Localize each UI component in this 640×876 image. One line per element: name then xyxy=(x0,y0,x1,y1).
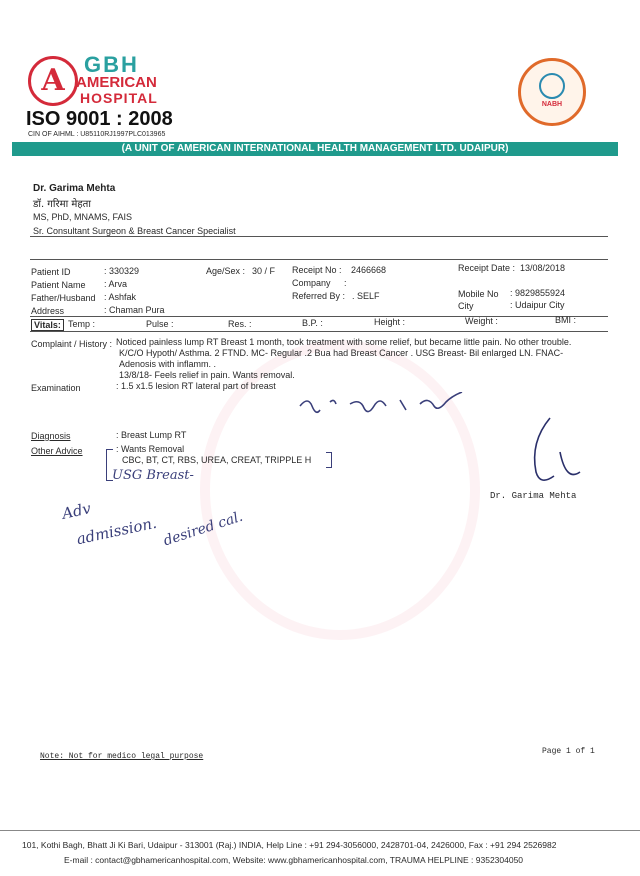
vitals-res: Res. : xyxy=(228,319,252,329)
doctor-name: Dr. Garima Mehta xyxy=(33,183,116,194)
logo-american: AMERICAN xyxy=(76,74,157,91)
other-advice-label: Other Advice xyxy=(31,446,83,456)
patient-name-label: Patient Name xyxy=(31,280,86,290)
complaint-label: Complaint / History : xyxy=(31,339,113,349)
cin-number: CIN OF AIHML : U85110RJ1997PLC013965 xyxy=(28,131,166,138)
handwritten-usg: USG Breast- xyxy=(112,468,194,483)
footer-address: 101, Kothi Bagh, Bhatt Ji Ki Bari, Udaipur - 313001 (Raj.) INDIA, Help Line : +91 294-3056000, 2428701-04, 2426000, Fax : +91 294 2526982 xyxy=(22,840,557,850)
handwritten-adv: Adv xyxy=(60,499,93,523)
referred-value: . SELF xyxy=(352,291,380,301)
advice-line2: CBC, BT, CT, RBS, UREA, CREAT, TRIPPLE H xyxy=(122,455,312,465)
agesex-value: 30 / F xyxy=(252,266,276,276)
referred-label: Referred By : xyxy=(292,291,346,301)
doctor-title: Sr. Consultant Surgeon & Breast Cancer Specialist xyxy=(33,226,236,236)
advice-line1: : Wants Removal xyxy=(116,444,185,454)
mobile-label: Mobile No xyxy=(458,289,499,299)
footer-contact: E-mail : contact@gbhamericanhospital.com, Website: www.gbhamericanhospital.com, TRAUMA HELPLINE : 9352304050 xyxy=(64,855,524,865)
city-value: : Udaipur City xyxy=(510,300,565,310)
signature-printed-name: Dr. Garima Mehta xyxy=(490,491,577,501)
father-value: : Ashfak xyxy=(104,292,137,302)
handwritten-desired: desired cal. xyxy=(161,508,245,550)
divider xyxy=(30,331,608,332)
patient-id-value: : 330329 xyxy=(104,266,140,276)
patient-id-label: Patient ID xyxy=(31,267,71,277)
divider xyxy=(30,259,608,260)
vitals-bp: B.P. : xyxy=(302,318,323,328)
logo-gbh: GBH xyxy=(84,52,139,77)
vitals-height: Height : xyxy=(374,317,406,327)
divider xyxy=(30,236,608,237)
patient-name-value: : Arva xyxy=(104,279,128,289)
doctor-name-hindi: डॉ. गरिमा मेहता xyxy=(33,199,91,210)
complaint-line: 13/8/18- Feels relief in pain. Wants removal. xyxy=(119,370,295,380)
signature-mark xyxy=(520,412,590,492)
complaint-line: Adenosis with inflamm. . xyxy=(119,359,217,369)
nabh-seal xyxy=(518,58,586,126)
complaint-line: K/C/O Hypoth/ Asthma. 2 FTND. MC- Regular .2 Bua had Breast Cancer . USG Breast- Bil enlarged LN. FNAC- xyxy=(119,348,564,358)
logo-letter: A xyxy=(41,63,65,98)
iso-label: ISO 9001 : 2008 xyxy=(26,108,173,130)
address-label: Address xyxy=(31,306,65,316)
city-label: City xyxy=(458,301,474,311)
hospital-logo xyxy=(28,56,78,106)
vitals-pulse: Pulse : xyxy=(146,319,174,329)
page-number: Page 1 of 1 xyxy=(542,747,595,756)
bracket-mark xyxy=(326,452,332,468)
examination-value: : 1.5 x1.5 lesion RT lateral part of breast xyxy=(116,381,276,391)
nabh-inner-icon xyxy=(539,73,565,99)
footer-divider xyxy=(0,830,640,831)
receipt-date-value: 13/08/2018 xyxy=(520,263,566,273)
diagnosis-label: Diagnosis xyxy=(31,431,71,441)
vitals-temp: Temp : xyxy=(68,319,96,329)
unit-band: (A UNIT OF AMERICAN INTERNATIONAL HEALTH MANAGEMENT LTD. UDAIPUR) xyxy=(12,142,618,156)
vitals-weight: Weight : xyxy=(465,316,498,326)
handwritten-admission: admission. xyxy=(75,513,159,549)
logo-hospital: HOSPITAL xyxy=(80,90,158,106)
vitals-label: Vitals: xyxy=(31,319,64,331)
address-value: : Chaman Pura xyxy=(104,305,165,315)
receipt-no-label: Receipt No : xyxy=(292,265,342,275)
complaint-line: Noticed painless lump RT Breast 1 month, took treatment with some relief, but became little pain. No other trouble. xyxy=(116,337,572,347)
nabh-label: NABH xyxy=(541,101,563,108)
legal-note: Note: Not for medico legal purpose xyxy=(40,752,204,761)
divider xyxy=(30,316,608,317)
receipt-date-label: Receipt Date : xyxy=(458,263,516,273)
examination-label: Examination xyxy=(31,383,81,393)
mobile-value: : 9829855924 xyxy=(510,288,566,298)
company-label: Company xyxy=(292,278,331,288)
agesex-label: Age/Sex : xyxy=(206,266,246,276)
father-label: Father/Husband xyxy=(31,293,96,303)
vitals-bmi: BMI : xyxy=(555,315,577,325)
diagnosis-value: : Breast Lump RT xyxy=(116,430,187,440)
doctor-degrees: MS, PhD, MNAMS, FAIS xyxy=(33,212,133,222)
company-value: : xyxy=(344,278,347,288)
receipt-no-value: 2466668 xyxy=(351,265,387,275)
handwritten-scribble xyxy=(290,392,480,422)
